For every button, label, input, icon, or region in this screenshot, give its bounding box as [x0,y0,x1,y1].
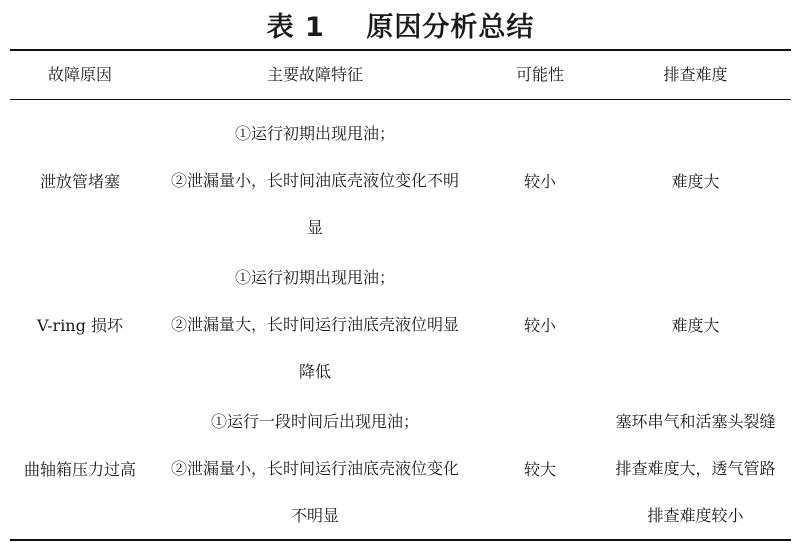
feature-line: ①运行一段时间后出现甩油； [210,411,419,431]
difficulty-line: 排查难度较小 [647,505,744,525]
bottom-rule [10,539,791,541]
likelihood-text: 较小 [523,315,556,335]
likelihood-text: 较小 [523,171,556,191]
feature-line: ①运行初期出现甩油； [234,123,395,143]
cause-text: 泄放管堵塞 [39,171,120,191]
difficulty-text: 难度大 [671,171,720,191]
header-cause: 故障原因 [47,65,112,84]
table-row [10,252,791,396]
difficulty-cell [600,252,791,396]
table-row [10,108,791,252]
cause-cell [10,252,150,396]
likelihood-cell [480,108,600,252]
header-rule [10,99,791,100]
header-likelihood: 可能性 [515,65,564,84]
likelihood-cell [480,252,600,396]
feature-line: ②泄漏量小，长时间油底壳液位变化不明 [170,170,459,190]
features-cell [150,252,480,396]
likelihood-cell [480,396,600,540]
table-header [10,51,791,99]
cause-text: V-ring 损坏 [37,315,123,335]
header-difficulty: 排查难度 [663,65,728,84]
feature-line: ①运行初期出现甩油； [234,267,395,287]
cause-cell [10,396,150,540]
difficulty-cell [600,108,791,252]
difficulty-text: 难度大 [671,315,720,335]
features-cell [150,108,480,252]
difficulty-line: 排查难度大，透气管路 [615,458,776,478]
feature-line: 降低 [298,361,331,381]
difficulty-cell [600,396,791,540]
feature-line: ②泄漏量小，长时间运行油底壳液位变化 [170,458,459,478]
feature-line: 不明显 [290,505,339,525]
table-caption: 表 1 原因分析总结 [266,12,535,43]
likelihood-text: 较大 [523,459,556,479]
features-cell [150,396,480,540]
difficulty-line: 塞环串气和活塞头裂缝 [615,411,776,431]
feature-line: 显 [306,217,323,237]
cause-cell [10,108,150,252]
header-features: 主要故障特征 [266,65,363,84]
table-row [10,396,791,540]
cause-text: 曲轴箱压力过高 [23,459,136,479]
feature-line: ②泄漏量大，长时间运行油底壳液位明显 [170,314,459,334]
